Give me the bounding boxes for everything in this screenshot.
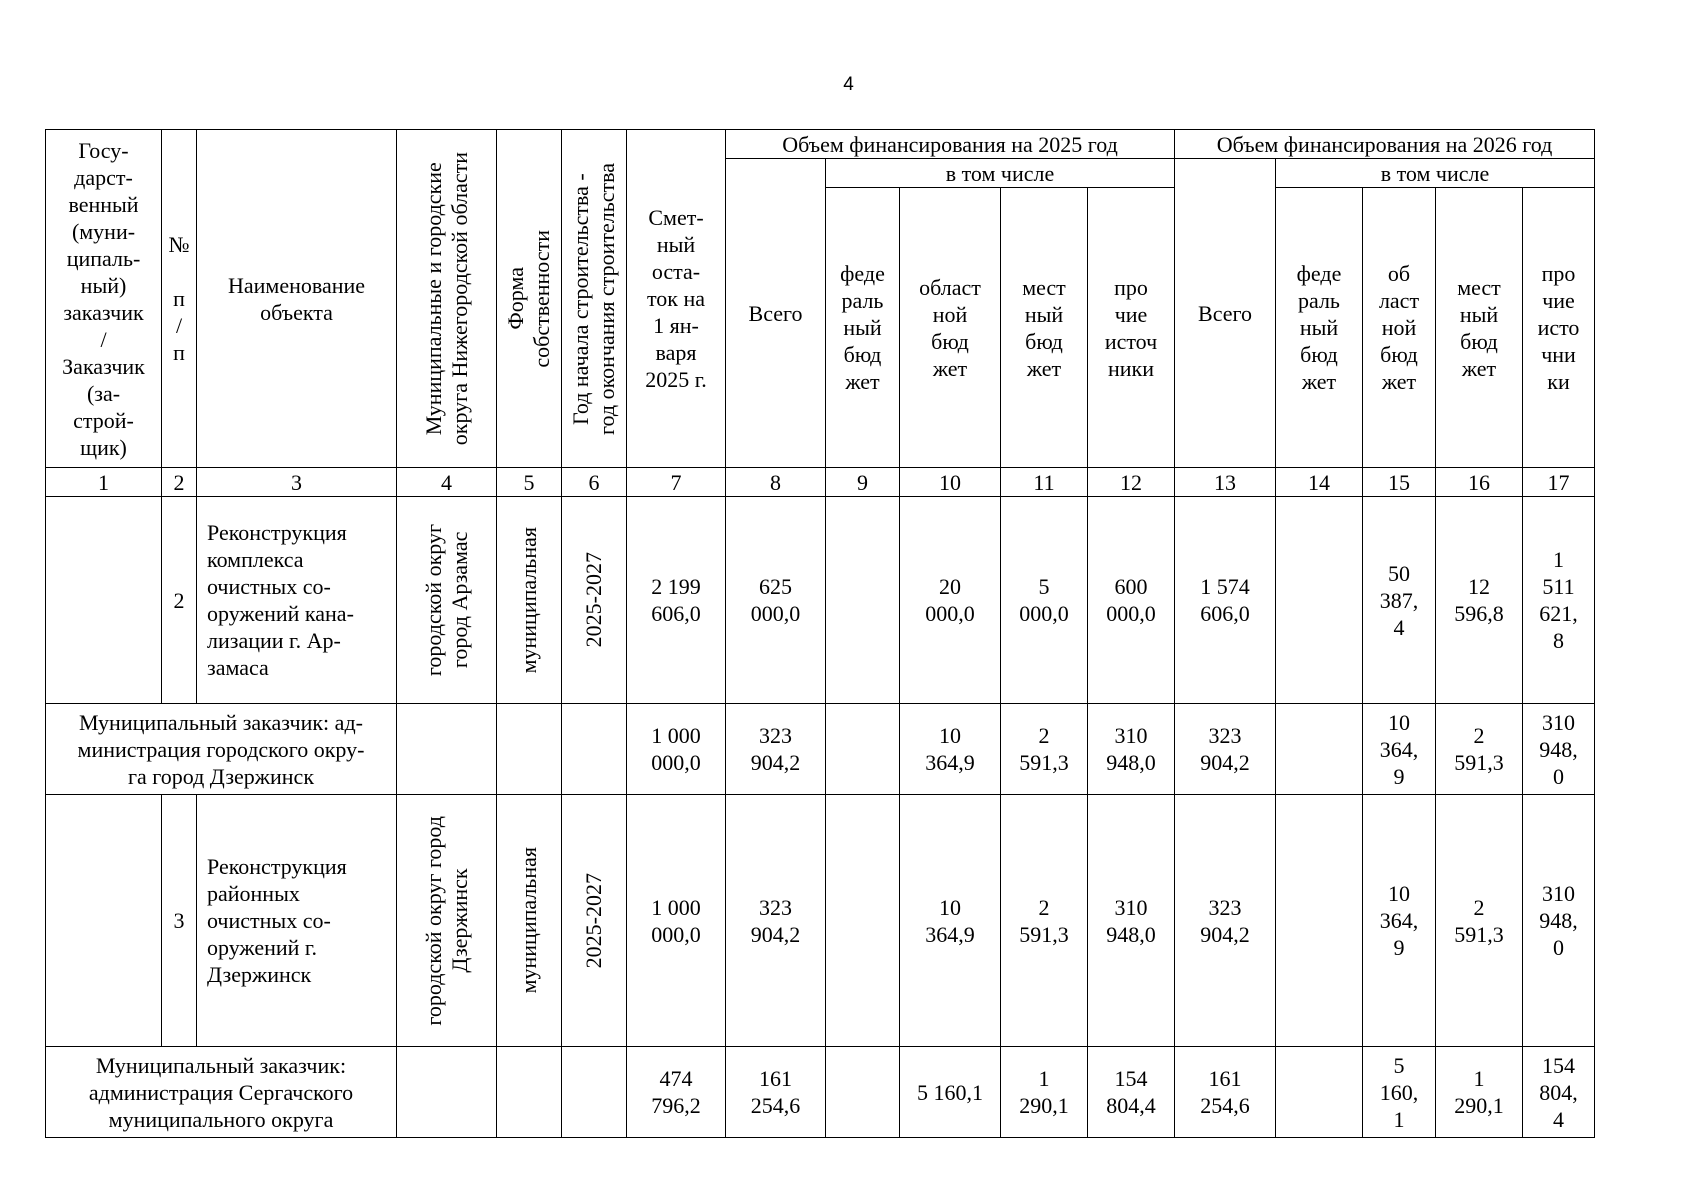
local-2026: 1 290,1 — [1436, 1047, 1523, 1138]
column-number: 16 — [1436, 468, 1523, 497]
other-2026: 1 511 621, 8 — [1523, 497, 1595, 704]
header-including-2025: в том числе — [826, 159, 1175, 188]
column-number: 3 — [197, 468, 397, 497]
other-2026: 310 948, 0 — [1523, 795, 1595, 1047]
regional-2026: 50 387, 4 — [1363, 497, 1436, 704]
column-number: 14 — [1276, 468, 1363, 497]
header-federal-2026: феде раль ный бюд жет — [1276, 188, 1363, 468]
empty-cell — [497, 704, 562, 795]
estimated-balance: 474 796,2 — [627, 1047, 726, 1138]
object-district-cell — [397, 497, 497, 704]
column-number: 11 — [1001, 468, 1088, 497]
empty-cell — [397, 704, 497, 795]
object-number: 3 — [162, 795, 197, 1047]
header-number: № п / п — [162, 130, 197, 468]
estimated-balance: 1 000 000,0 — [627, 704, 726, 795]
header-other-2026: про чие исто чни ки — [1523, 188, 1595, 468]
regional-2025: 5 160,1 — [900, 1047, 1001, 1138]
header-years: Год начала строительства - год окончания строительства — [568, 162, 619, 435]
object-ownership-cell — [497, 497, 562, 704]
regional-2026: 10 364, 9 — [1363, 704, 1436, 795]
column-number: 10 — [900, 468, 1001, 497]
table-row-customer-sergach — [46, 1047, 1595, 1138]
total-2026: 323 904,2 — [1175, 795, 1276, 1047]
empty-cell — [562, 1047, 627, 1138]
other-2025: 310 948,0 — [1088, 704, 1175, 795]
object-years-cell — [562, 795, 627, 1047]
other-2025: 154 804,4 — [1088, 1047, 1175, 1138]
header-local-2026: мест ный бюд жет — [1436, 188, 1523, 468]
header-district: Муниципальные и городские округа Нижегородской области — [420, 151, 472, 446]
regional-2025: 10 364,9 — [900, 704, 1001, 795]
object-years: 2025-2027 — [581, 872, 606, 969]
object-years: 2025-2027 — [581, 552, 606, 648]
federal-2026 — [1276, 704, 1363, 795]
header-including-2026: в том числе — [1276, 159, 1595, 188]
local-2025: 5 000,0 — [1001, 497, 1088, 704]
header-district-cell — [397, 130, 497, 468]
other-2025: 310 948,0 — [1088, 795, 1175, 1047]
header-estimated-balance: Смет- ный оста- ток на 1 ян- варя 2025 г. — [627, 130, 726, 468]
empty-cell — [497, 1047, 562, 1138]
customer-name: Муниципальный заказчик: администрация Сергачского муниципального округа — [46, 1047, 397, 1138]
header-total-2025: Всего — [726, 159, 826, 468]
header-regional-2025: област ной бюд жет — [900, 188, 1001, 468]
column-number: 17 — [1523, 468, 1595, 497]
other-2026: 154 804, 4 — [1523, 1047, 1595, 1138]
other-2026: 310 948, 0 — [1523, 704, 1595, 795]
object-ownership: муниципальная — [516, 847, 541, 994]
object-district: городской округ город Арзамас — [420, 523, 472, 677]
header-ownership-cell — [497, 130, 562, 468]
local-2025: 1 290,1 — [1001, 1047, 1088, 1138]
header-local-2025: мест ный бюд жет — [1001, 188, 1088, 468]
empty-cell — [397, 1047, 497, 1138]
regional-2025: 10 364,9 — [900, 795, 1001, 1047]
header-total-2026: Всего — [1175, 159, 1276, 468]
total-2025: 323 904,2 — [726, 795, 826, 1047]
column-number: 9 — [826, 468, 900, 497]
table-row-object-3 — [46, 795, 1595, 1047]
estimated-balance: 2 199 606,0 — [627, 497, 726, 704]
page-number: 4 — [843, 74, 854, 95]
object-years-cell — [562, 497, 627, 704]
column-number: 1 — [46, 468, 162, 497]
column-number: 8 — [726, 468, 826, 497]
header-object-name: Наименование объекта — [197, 130, 397, 468]
local-2025: 2 591,3 — [1001, 704, 1088, 795]
federal-2026 — [1276, 1047, 1363, 1138]
customer-name: Муниципальный заказчик: ад- министрация городского окру- га город Дзержинск — [46, 704, 397, 795]
object-name: Реконструкция районных очистных со- оружений г. Дзержинск — [197, 795, 397, 1047]
object-ownership: муниципальная — [516, 526, 541, 674]
header-financing-2025: Объем финансирования на 2025 год — [726, 130, 1175, 159]
header-regional-2026: об ласт ной бюд жет — [1363, 188, 1436, 468]
header-customer: Госу- дарст- венный (муни- ципаль- ный) заказчик / Заказчик (за- строй- щик) — [46, 130, 162, 468]
empty-cell — [562, 704, 627, 795]
federal-2025 — [826, 1047, 900, 1138]
object-customer-cell — [46, 497, 162, 704]
local-2026: 2 591,3 — [1436, 795, 1523, 1047]
object-district: городской округ город Дзержинск — [420, 815, 472, 1026]
total-2025: 323 904,2 — [726, 704, 826, 795]
estimated-balance: 1 000 000,0 — [627, 795, 726, 1047]
header-row-1 — [46, 130, 1595, 159]
table-row-customer-dzerzhinsk — [46, 704, 1595, 795]
object-customer-cell — [46, 795, 162, 1047]
column-number: 12 — [1088, 468, 1175, 497]
regional-2026: 10 364, 9 — [1363, 795, 1436, 1047]
column-number: 7 — [627, 468, 726, 497]
column-number: 5 — [497, 468, 562, 497]
federal-2026 — [1276, 795, 1363, 1047]
column-number: 4 — [397, 468, 497, 497]
local-2026: 2 591,3 — [1436, 704, 1523, 795]
total-2026: 323 904,2 — [1175, 704, 1276, 795]
column-number: 6 — [562, 468, 627, 497]
object-ownership-cell — [497, 795, 562, 1047]
regional-2026: 5 160, 1 — [1363, 1047, 1436, 1138]
object-district-cell — [397, 795, 497, 1047]
column-number: 13 — [1175, 468, 1276, 497]
object-name: Реконструкция комплекса очистных со- оружений кана- лизации г. Ар- замаса — [197, 497, 397, 704]
table-row-object-2 — [46, 497, 1595, 704]
total-2025: 625 000,0 — [726, 497, 826, 704]
column-number: 2 — [162, 468, 197, 497]
regional-2025: 20 000,0 — [900, 497, 1001, 704]
federal-2025 — [826, 704, 900, 795]
total-2025: 161 254,6 — [726, 1047, 826, 1138]
header-federal-2025: феде раль ный бюд жет — [826, 188, 900, 468]
header-other-2025: про чие источ ники — [1088, 188, 1175, 468]
total-2026: 161 254,6 — [1175, 1047, 1276, 1138]
header-years-cell — [562, 130, 627, 468]
federal-2026 — [1276, 497, 1363, 704]
column-numbers-row — [46, 468, 1595, 497]
financing-table — [45, 129, 1595, 1138]
local-2025: 2 591,3 — [1001, 795, 1088, 1047]
federal-2025 — [826, 795, 900, 1047]
column-number: 15 — [1363, 468, 1436, 497]
total-2026: 1 574 606,0 — [1175, 497, 1276, 704]
header-ownership: Форма собственности — [503, 229, 554, 368]
header-financing-2026: Объем финансирования на 2026 год — [1175, 130, 1595, 159]
other-2025: 600 000,0 — [1088, 497, 1175, 704]
federal-2025 — [826, 497, 900, 704]
object-number: 2 — [162, 497, 197, 704]
local-2026: 12 596,8 — [1436, 497, 1523, 704]
